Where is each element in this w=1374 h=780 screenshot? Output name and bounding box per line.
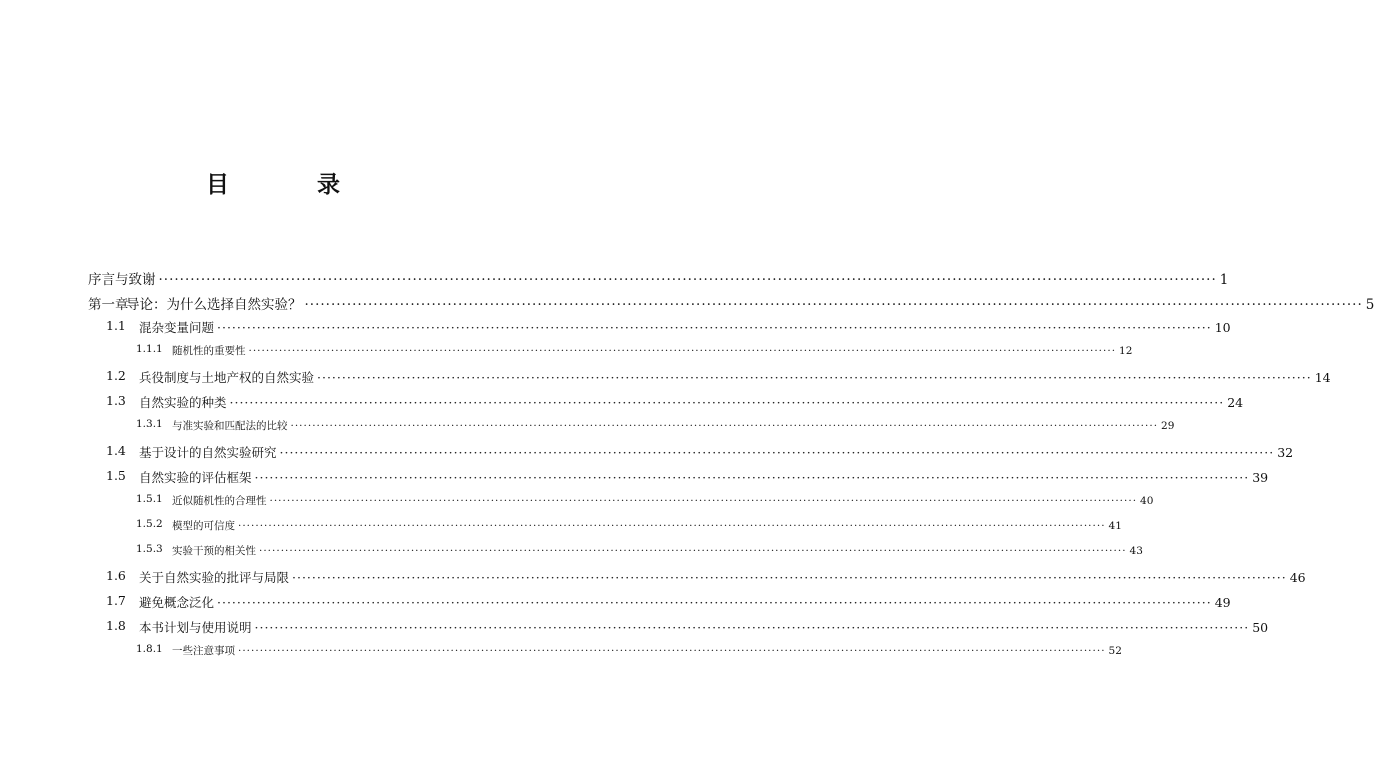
toc-entry-title: 与准实验和匹配法的比较 xyxy=(172,420,288,432)
toc-entry[interactable] xyxy=(0,343,1133,365)
toc-entry-title: 自然实验的种类 xyxy=(139,395,227,410)
leader-dots: ········································································································································································································ xyxy=(229,395,1225,410)
toc-entry-title: 兵役制度与土地产权的自然实验 xyxy=(139,370,315,385)
toc-entry[interactable] xyxy=(0,443,1294,465)
toc-entry-page-number: 1 xyxy=(1219,272,1229,288)
toc-entry-number: 1.5 xyxy=(106,468,126,483)
leader-dots: ········································································································································································································ xyxy=(248,345,1117,357)
toc-entry[interactable] xyxy=(0,368,1331,390)
toc-entry-title: 近似随机性的合理性 xyxy=(172,495,267,507)
leader-dots: ········································································································································································································ xyxy=(304,297,1363,313)
leader-dots: ········································································································································································································ xyxy=(254,620,1250,635)
toc-entry-number: 1.8 xyxy=(106,618,126,633)
toc-entry[interactable] xyxy=(0,493,1154,515)
toc-entry-number: 第一章 xyxy=(88,297,129,313)
toc-entry-title: 实验干预的相关性 xyxy=(172,545,256,557)
leader-dots: ········································································································································································································ xyxy=(279,445,1275,460)
leader-dots: ········································································································································································································ xyxy=(158,272,1217,288)
toc-entry[interactable] xyxy=(0,618,1269,640)
toc-entry[interactable] xyxy=(0,393,1244,415)
toc-entry-title: 自然实验的评估框架 xyxy=(139,470,252,485)
leader-dots: ········································································································································································································ xyxy=(254,470,1250,485)
toc-entry-title: 一些注意事项 xyxy=(172,645,235,657)
toc-entry-title: 混杂变量问题 xyxy=(139,320,215,335)
toc-entry-page-number: 10 xyxy=(1214,320,1231,335)
toc-entry-page-number: 5 xyxy=(1365,297,1374,313)
toc-entry-title: 避免概念泛化 xyxy=(139,595,215,610)
toc-entry-number: 1.2 xyxy=(106,368,126,383)
leader-dots: ········································································································································································································ xyxy=(238,520,1106,532)
toc-entry-page-number: 32 xyxy=(1277,445,1294,460)
toc-entry-page-number: 12 xyxy=(1119,345,1133,357)
toc-entry-page-number: 39 xyxy=(1252,470,1269,485)
toc-entry-page-number: 52 xyxy=(1108,645,1122,657)
toc-entry-title: 随机性的重要性 xyxy=(172,345,246,357)
toc-entry-number: 1.8.1 xyxy=(136,643,163,655)
toc-entry-number: 1.1 xyxy=(106,318,126,333)
toc-entry-number: 1.5.2 xyxy=(136,518,163,530)
leader-dots: ········································································································································································································ xyxy=(238,645,1106,657)
toc-entry-number: 1.6 xyxy=(106,568,126,583)
toc-entry-page-number: 43 xyxy=(1129,545,1143,557)
leader-dots: ········································································································································································································ xyxy=(269,495,1138,507)
leader-dots: ········································································································································································································ xyxy=(217,320,1212,335)
toc-entry-title: 序言与致谢 xyxy=(88,272,156,288)
toc-entry[interactable] xyxy=(0,568,1306,590)
toc-entry[interactable] xyxy=(0,593,1231,615)
toc-entry-page-number: 41 xyxy=(1108,520,1122,532)
leader-dots: ········································································································································································································ xyxy=(217,595,1212,610)
page-title: 目 录 xyxy=(205,172,380,198)
toc-entry-page-number: 29 xyxy=(1161,420,1175,432)
toc-entry-title: 基于设计的自然实验研究 xyxy=(139,445,277,460)
toc-entry-number: 1.5.3 xyxy=(136,543,163,555)
leader-dots: ········································································································································································································ xyxy=(290,420,1159,432)
toc-entry[interactable] xyxy=(0,543,1143,565)
toc-entry-number: 1.4 xyxy=(106,443,126,458)
toc-entry[interactable] xyxy=(0,318,1231,340)
toc-entry-number: 1.3 xyxy=(106,393,126,408)
toc-entry-title: 关于自然实验的批评与局限 xyxy=(139,570,290,585)
leader-dots: ········································································································································································································ xyxy=(259,545,1127,557)
toc-entry[interactable] xyxy=(0,418,1175,440)
toc-entry-page-number: 46 xyxy=(1289,570,1306,585)
toc-entry[interactable] xyxy=(0,268,1229,290)
toc-entry-page-number: 40 xyxy=(1140,495,1154,507)
toc-entry-number: 1.1.1 xyxy=(136,343,163,355)
toc-entry-page-number: 24 xyxy=(1227,395,1244,410)
toc-entry-page-number: 14 xyxy=(1314,370,1331,385)
toc-entry-page-number: 50 xyxy=(1252,620,1269,635)
toc-entry-number: 1.5.1 xyxy=(136,493,163,505)
leader-dots: ········································································································································································································ xyxy=(292,570,1287,585)
toc-entry[interactable] xyxy=(0,518,1122,540)
toc-entry-title: 导论：为什么选择自然实验？ xyxy=(126,297,302,313)
toc-entry[interactable] xyxy=(0,468,1269,490)
toc-entry-number: 1.7 xyxy=(106,593,126,608)
toc-entry-number: 1.3.1 xyxy=(136,418,163,430)
toc-entry-title: 模型的可信度 xyxy=(172,520,235,532)
leader-dots: ········································································································································································································ xyxy=(317,370,1312,385)
toc-entry-title: 本书计划与使用说明 xyxy=(139,620,252,635)
toc-entry[interactable] xyxy=(0,293,1374,315)
toc-entry-page-number: 49 xyxy=(1214,595,1231,610)
toc-entry[interactable] xyxy=(0,643,1122,665)
